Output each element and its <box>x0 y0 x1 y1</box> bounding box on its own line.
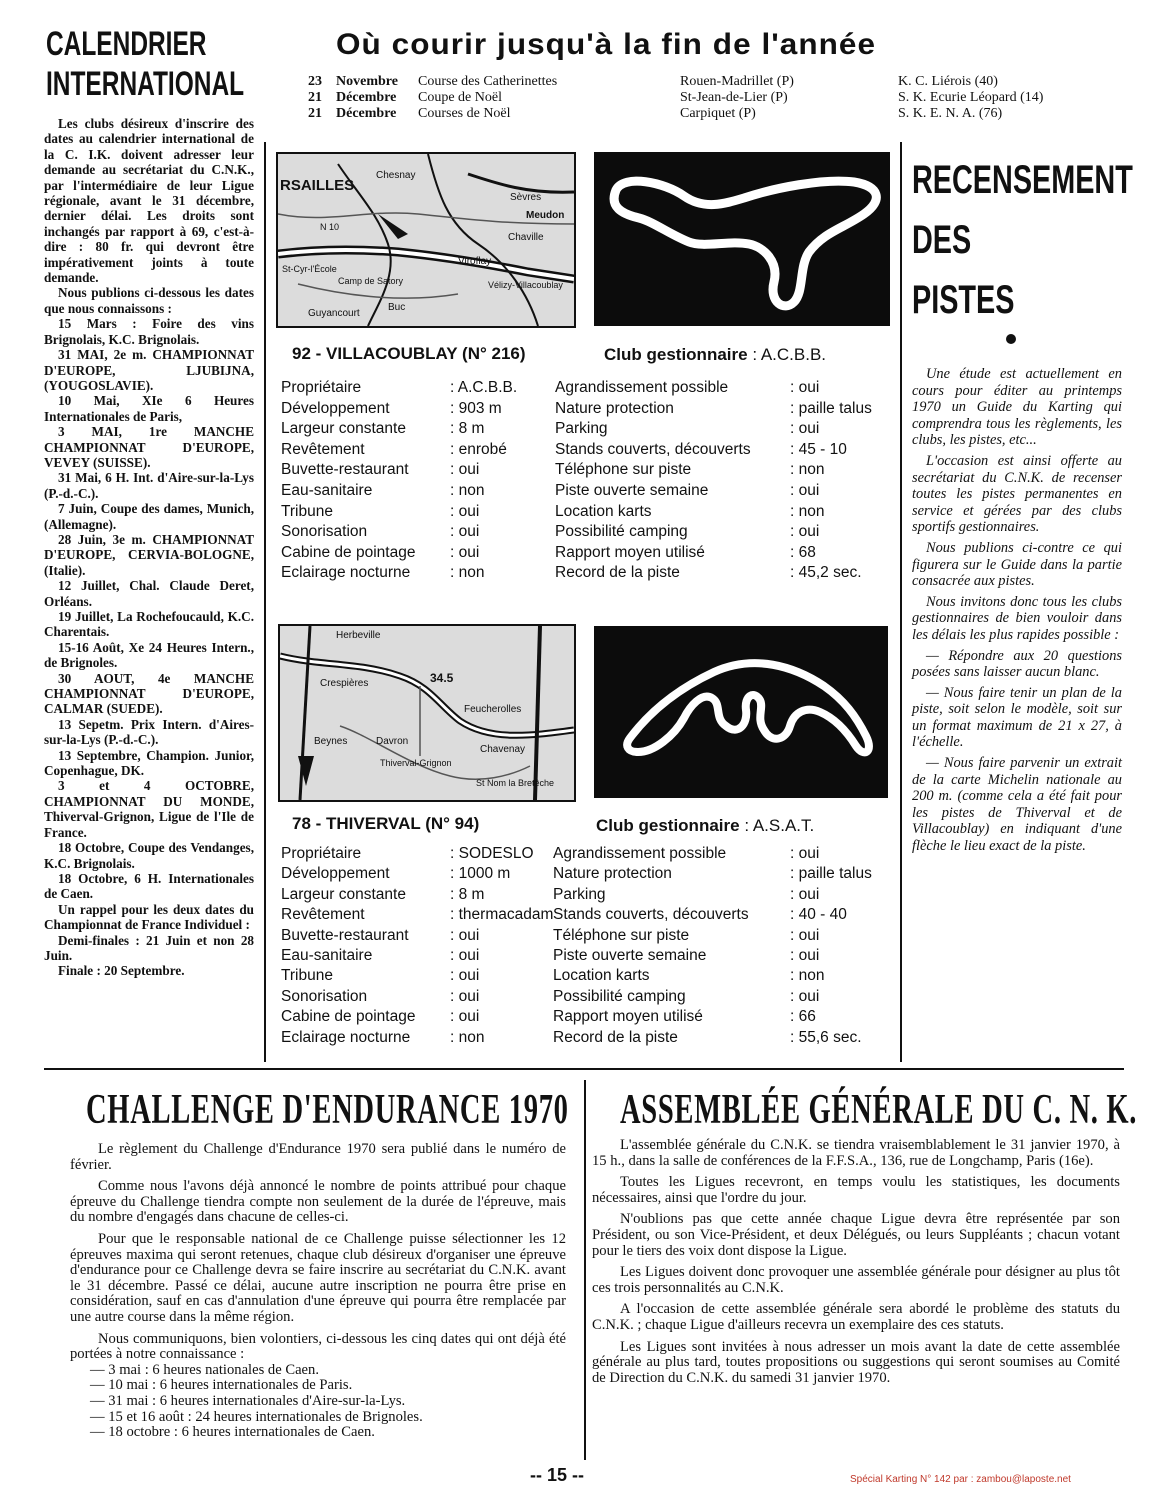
map-label: Chaville <box>508 232 544 243</box>
assemblee-paragraph: A l'occasion de cette assemblée générale sera abordé le problème des statuts du C.N.K. ; chaque Ligue d'ailleurs recevra un exemplaire des ces statuts. <box>592 1301 1120 1333</box>
spec-label: Rapport moyen utilisé <box>553 1008 703 1026</box>
spec-value: : oui <box>450 947 480 964</box>
page-number: -- 15 -- <box>530 1465 584 1485</box>
spec-label: Piste ouverte semaine <box>555 482 709 499</box>
villacoublay-track-drawing <box>594 152 890 326</box>
spec-label: Possibilité camping <box>555 523 688 541</box>
calendar-event: 3 et 4 OCTOBRE, CHAMPIONNAT DU MONDE, Thiverval-Grignon, Ligue de l'Ile de France. <box>44 778 254 840</box>
map-label: N 10 <box>320 222 340 232</box>
challenge-date-item: — 18 octobre : 6 heures internationales de Caen. <box>90 1424 375 1441</box>
schedule-race: Course des Catherinettes <box>418 74 558 89</box>
spec-label: Stands couverts, découverts <box>553 906 749 924</box>
schedule-race: Courses de Noël <box>418 106 511 121</box>
calendar-event: 18 Octobre, Coupe des Vendanges, K.C. Brignolais. <box>44 840 254 871</box>
calendar-event: 18 Octobre, 6 H. Internationales de Caen. <box>44 870 254 902</box>
challenge-paragraph: Nous communiquons, bien volontiers, ci-dessous les cinq dates qui ont déjà été portées à notre connaissance : <box>70 1330 566 1363</box>
spec-value: : 55,6 sec. <box>790 1028 862 1046</box>
spec-label: Cabine de pointage <box>281 1008 416 1026</box>
assemblee-paragraph: Les Ligues doivent donc provoquer une assemblée générale pour désigner au plus tôt ces trois personnalités au C.N.K. <box>592 1264 1120 1296</box>
spec-label: Développement <box>281 865 390 883</box>
club-label: Club gestionnaire <box>596 816 740 835</box>
spec-label: Piste ouverte semaine <box>553 947 707 964</box>
spec-label: Revêtement <box>281 440 365 458</box>
bullet-dot <box>1006 334 1016 344</box>
calendar-event: 7 Juin, Coupe des dames, Munich, (Allemagne). <box>44 501 254 532</box>
spec-value: : oui <box>450 461 480 479</box>
spec-label: Stands couverts, découverts <box>555 440 751 458</box>
schedule-day: 21 <box>308 90 322 105</box>
calendar-intro: Les clubs désireux d'inscrire des dates au calendrier international de la C. I.K. doivent adresser leur demande au secrétariat du C.N.K., par l'intermédiaire de leur Ligue régionale, avant le 31 décembre, dernier délai. Les droits sont inchangés par rapport à 69, c'est-à-dire : 80 fr. qui devront être impérativement joints à toute demande. <box>44 116 254 286</box>
assemblee-paragraph: L'assemblée générale du C.N.K. se tiendra vraisemblablement le 31 janvier 1970, à 15 h., dans la salle de conférences de la F.F.S.A., 136, rue de Longchamp, Paris (16e). <box>592 1137 1120 1169</box>
spec-value: : non <box>450 482 485 499</box>
calendar-event: Un rappel pour les deux dates du Championnat de France Individuel : <box>44 901 254 933</box>
assemblee-body <box>592 1138 1120 1392</box>
spec-value: : 40 - 40 <box>790 906 847 924</box>
spec-value: : oui <box>790 420 820 438</box>
map-label: Vélizy-Villacoublay <box>488 280 563 290</box>
schedule-month: Décembre <box>336 106 397 121</box>
spec-label: Location karts <box>553 967 650 985</box>
section-divider <box>44 1068 1124 1070</box>
spec-label: Téléphone sur piste <box>555 461 692 479</box>
recensement-title-line3: PISTES <box>912 278 1015 322</box>
map-label: St Nom la Bretêche <box>476 778 555 788</box>
spec-value: : enrobé <box>450 440 507 458</box>
spec-value: : oui <box>790 845 820 862</box>
challenge-paragraph: Comme nous l'avons déjà annoncé le nombre de points attribué pour chaque épreuve du Challenge tiendra compte non seulement de la durée de l'épreuve, mais du nombre d'engagés dans chacune de celles-ci. <box>70 1178 566 1226</box>
thiverval-track-plan <box>594 626 888 798</box>
map-label: Davron <box>376 736 409 747</box>
spec-label: Possibilité camping <box>553 987 686 1005</box>
challenge-body <box>70 1142 566 1441</box>
spec-value: : SODESLO <box>450 845 534 862</box>
main-title: Où courir jusqu'à la fin de l'année <box>336 28 877 61</box>
spec-label: Revêtement <box>281 906 365 924</box>
scan-credit: Spécial Karting N° 142 par : zambou@laposte.net <box>850 1474 1071 1485</box>
villacoublay-map-drawing <box>278 154 574 326</box>
calendar-title-line1: CALENDRIER <box>46 25 207 63</box>
club-label: Club gestionnaire <box>604 345 748 364</box>
spec-value: : oui <box>790 926 820 944</box>
thiverval-track-drawing <box>594 626 888 798</box>
calendar-event: 15-16 Août, Xe 24 Heures Intern., de Brignoles. <box>44 639 254 671</box>
schedule-race: Coupe de Noël <box>418 90 502 105</box>
calendar-event: 28 Juin, 3e m. CHAMPIONNAT D'EUROPE, CERVIA-BOLOGNE, (Italie). <box>44 531 254 578</box>
villacoublay-map <box>276 152 576 328</box>
spec-label: Buvette-restaurant <box>281 461 409 479</box>
spec-label: Propriétaire <box>281 379 362 396</box>
spec-value: : non <box>790 461 825 479</box>
spec-value: : oui <box>790 987 820 1005</box>
spec-value: : 8 m <box>450 420 485 438</box>
spec-value: : oui <box>450 502 480 520</box>
spec-label: Sonorisation <box>281 523 368 541</box>
challenge-paragraph: Le règlement du Challenge d'Endurance 1970 sera publié dans le numéro de février. <box>70 1141 566 1173</box>
spec-value: : oui <box>790 523 820 541</box>
assemblee-paragraph: Toutes les Ligues recevront, en temps voulu les statistiques, les documents nécessaires, ainsi que l'ordre du jour. <box>592 1174 1120 1206</box>
map-label: Meudon <box>526 210 565 221</box>
calendar-event: Finale : 20 Septembre. <box>58 963 185 979</box>
schedule-month: Décembre <box>336 90 397 105</box>
spec-value: : non <box>450 564 485 582</box>
spec-value: : oui <box>790 482 820 499</box>
assemblee-title: ASSEMBLÉE GÉNÉRALE DU C. N. K. <box>620 1087 1138 1133</box>
recensement-title <box>912 150 1133 330</box>
recensement-title-line1: RECENSEMENT <box>912 158 1133 202</box>
spec-label: Agrandissement possible <box>553 845 727 862</box>
spec-value: : 1000 m <box>450 865 511 883</box>
schedule-club: S. K. Ecurie Léopard (14) <box>898 90 1044 105</box>
schedule-place: St-Jean-de-Lier (P) <box>680 90 788 105</box>
spec-value: : 45,2 sec. <box>790 564 862 582</box>
schedule-place: Rouen-Madrillet (P) <box>680 74 794 89</box>
club-value: : A.C.B.B. <box>752 345 827 364</box>
calendar-event: 19 Juillet, La Rochefoucauld, K.C. Charentais. <box>44 609 254 640</box>
assemblee-paragraph: Les Ligues sont invitées à nous adresser un mois avant la date de cette assemblée générale au plus tard, toutes propositions ou suggestions qui seront soumises au Comité de Direction du C.N.K. du samedi 31 janvier 1970. <box>592 1338 1120 1386</box>
spec-label: Location karts <box>555 502 652 520</box>
spec-value: : oui <box>450 1008 480 1026</box>
calendar-event: 13 Sepetm. Prix Intern. d'Aires-sur-la-Lys (P.-d.-C.). <box>44 716 254 748</box>
challenge-date-item: — 3 mai : 6 heures nationales de Caen. <box>90 1361 319 1378</box>
spec-label: Développement <box>281 399 390 417</box>
calendar-event: Demi-finales : 21 Juin et non 28 Juin. <box>44 932 254 963</box>
calendar-title <box>46 24 244 104</box>
calendar-body <box>44 116 254 979</box>
spec-label: Tribune <box>281 967 333 985</box>
spec-value: : paille talus <box>790 399 872 417</box>
thiverval-club <box>596 816 814 836</box>
calendar-publish: Nous publions ci-dessous les dates que nous connaissons : <box>44 285 254 316</box>
spec-value: : 903 m <box>450 399 502 417</box>
map-label: 34.5 <box>430 671 454 685</box>
challenge-date-item: — 15 et 16 août : 24 heures internationales de Brignoles. <box>90 1408 423 1425</box>
spec-label: Sonorisation <box>281 987 368 1005</box>
calendar-event: 31 MAI, 2e m. CHAMPIONNAT D'EUROPE, LJUBIJNA, (YOUGOSLAVIE). <box>44 347 254 393</box>
spec-label: Eclairage nocturne <box>281 1028 411 1046</box>
recensement-paragraph: Nous publions ci-contre ce qui figurera sur le Guide dans la partie consacrée aux pistes. <box>912 539 1122 590</box>
spec-label: Eau-sanitaire <box>281 482 373 499</box>
spec-value: : 66 <box>790 1008 816 1026</box>
villacoublay-track-plan <box>594 152 890 326</box>
recensement-paragraph: — Répondre aux 20 questions posées sans laisser aucun blanc. <box>912 647 1122 681</box>
bottom-column-divider <box>584 1080 586 1460</box>
map-label: St-Cyr-l'École <box>282 264 337 274</box>
schedule-club: S. K. E. N. A. (76) <box>898 106 1003 121</box>
spec-label: Propriétaire <box>281 845 362 862</box>
spec-value: : 45 - 10 <box>790 440 847 458</box>
map-label: RSAILLES <box>280 177 355 194</box>
map-label: Beynes <box>314 736 348 747</box>
column-divider-left <box>264 142 266 1062</box>
spec-label: Largeur constante <box>281 420 406 438</box>
spec-label: Agrandissement possible <box>555 379 729 396</box>
schedule-place: Carpiquet (P) <box>680 106 756 121</box>
challenge-paragraph: Pour que le responsable national de ce Challenge puisse sélectionner les 12 épreuves maxima qui seront retenues, chaque club désireux d'organiser une épreuve d'endurance pour ce Challenge devra se faire inscrire au secrétariat du C.N.K. avant le 31 décembre. Passé ce délai, aucune autre inscription ne pourra être prise en considération, sauf en cas d'annulation d'une épreuve qui pourra être remplacée par une autre course dans la même région. <box>70 1230 566 1325</box>
recensement-title-line2: DES <box>912 218 972 262</box>
spec-value: : oui <box>450 926 480 944</box>
spec-label: Téléphone sur piste <box>553 926 690 944</box>
calendar-title-line2: INTERNATIONAL <box>46 65 245 103</box>
assemblee-paragraph: N'oublions pas que cette année chaque Ligue devra être représentée par son Président, ou son Vice-Président, et deux Délégués, ou leurs Suppléants ; chacun votant pour le tiers des voix dont dispose la Ligue. <box>592 1211 1120 1259</box>
spec-label: Parking <box>553 885 606 903</box>
recensement-body <box>912 366 1122 859</box>
map-label: Camp de Satory <box>338 276 404 286</box>
spec-label: Nature protection <box>555 399 674 417</box>
calendar-event: 30 AOUT, 4e MANCHE CHAMPIONNAT D'EUROPE, CALMAR (SUEDE). <box>44 670 254 717</box>
calendar-event: 12 Juillet, Chal. Claude Deret, Orléans. <box>44 578 254 609</box>
villacoublay-club <box>604 345 826 365</box>
calendar-event: 31 Mai, 6 H. Int. d'Aire-sur-la-Lys (P.-d.-C.). <box>44 470 254 501</box>
spec-label: Parking <box>555 420 608 438</box>
spec-value: : oui <box>790 947 820 964</box>
spec-value: : oui <box>450 543 480 561</box>
calendar-event: 10 Mai, XIe 6 Heures Internationales de Paris, <box>44 393 254 424</box>
spec-label: Largeur constante <box>281 885 406 903</box>
recensement-paragraph: Une étude est actuellement en cours pour éditer au printemps 1970 un Guide du Karting qui comprendra tous les règlements, les clubs, les pistes, etc... <box>912 366 1122 449</box>
thiverval-map <box>278 624 576 802</box>
spec-value: : thermacadam <box>450 906 554 924</box>
recensement-paragraph: L'occasion est ainsi offerte au secrétariat du C.N.K. de recenser toutes les pistes permanentes en service et gérées par des clubs sportifs gestionnaires. <box>912 452 1122 536</box>
spec-value: : oui <box>450 523 480 541</box>
villacoublay-track-name: 92 - VILLACOUBLAY (N° 216) <box>292 344 526 363</box>
spec-value: : 68 <box>790 543 816 561</box>
map-label: Sèvres <box>510 192 542 203</box>
club-value: : A.S.A.T. <box>744 816 815 835</box>
thiverval-map-drawing <box>280 626 574 800</box>
map-label: Thiverval-Grignon <box>380 758 452 768</box>
spec-label: Buvette-restaurant <box>281 926 409 944</box>
spec-label: Eclairage nocturne <box>281 564 411 582</box>
map-label: Crespières <box>320 678 369 689</box>
column-divider-right <box>900 142 902 1062</box>
spec-value: : oui <box>450 987 480 1005</box>
spec-value: : non <box>790 502 825 520</box>
spec-label: Tribune <box>281 502 333 520</box>
calendar-event: 3 MAI, 1re MANCHE CHAMPIONNAT D'EUROPE, VEVEY (SUISSE). <box>44 424 254 470</box>
map-label: Feucherolles <box>464 704 522 715</box>
thiverval-track-name: 78 - THIVERVAL (N° 94) <box>292 814 480 833</box>
spec-value: : non <box>790 967 825 985</box>
schedule-club: K. C. Liérois (40) <box>898 74 998 89</box>
spec-value: : 8 m <box>450 885 485 903</box>
map-label: Viroflay <box>458 256 492 267</box>
spec-label: Record de la piste <box>555 564 680 582</box>
spec-value: : oui <box>450 967 480 985</box>
map-label: Herbeville <box>336 630 381 641</box>
spec-label: Record de la piste <box>553 1028 678 1046</box>
schedule-day: 23 <box>308 74 322 89</box>
map-label: Guyancourt <box>308 308 360 319</box>
spec-label: Eau-sanitaire <box>281 947 373 964</box>
schedule-day: 21 <box>308 106 322 121</box>
challenge-date-item: — 10 mai : 6 heures internationales de Paris. <box>90 1377 353 1394</box>
schedule-month: Novembre <box>336 74 398 89</box>
map-label: Buc <box>388 302 406 313</box>
spec-label: Nature protection <box>553 865 672 883</box>
calendar-event: 13 Septembre, Champion. Junior, Copenhague, DK. <box>44 747 254 779</box>
challenge-title: CHALLENGE D'ENDURANCE 1970 <box>86 1087 569 1133</box>
spec-value: : oui <box>790 379 820 396</box>
spec-label: Rapport moyen utilisé <box>555 543 705 561</box>
spec-value: : non <box>450 1028 485 1046</box>
calendar-event: 15 Mars : Foire des vins Brignolais, K.C. Brignolais. <box>44 316 254 347</box>
spec-value: : paille talus <box>790 865 872 883</box>
recensement-paragraph: — Nous faire tenir un plan de la piste, soit selon le modèle, soit sur un format maximum de 21 x 27, à l'échelle. <box>912 684 1122 751</box>
spec-value: : A.C.B.B. <box>450 379 518 396</box>
spec-label: Cabine de pointage <box>281 543 416 561</box>
map-label: Chesnay <box>376 170 416 181</box>
recensement-paragraph: Nous invitons donc tous les clubs gestionnaires de bien vouloir dans les délais les plus rapides possible : <box>912 593 1122 643</box>
spec-value: : oui <box>790 885 820 903</box>
calendar-event-list <box>44 316 254 978</box>
map-label: Chavenay <box>480 744 526 755</box>
challenge-date-item: — 31 mai : 6 heures internationales d'Aire-sur-la-Lys. <box>90 1392 406 1409</box>
recensement-paragraph: — Nous faire parvenir un extrait de la carte Michelin nationale au 200 m. (comme cela a été fait pour les pistes de Thiverval et de Villacoublay) en indiquant d'une flèche le lieu exact de la piste. <box>912 755 1122 855</box>
